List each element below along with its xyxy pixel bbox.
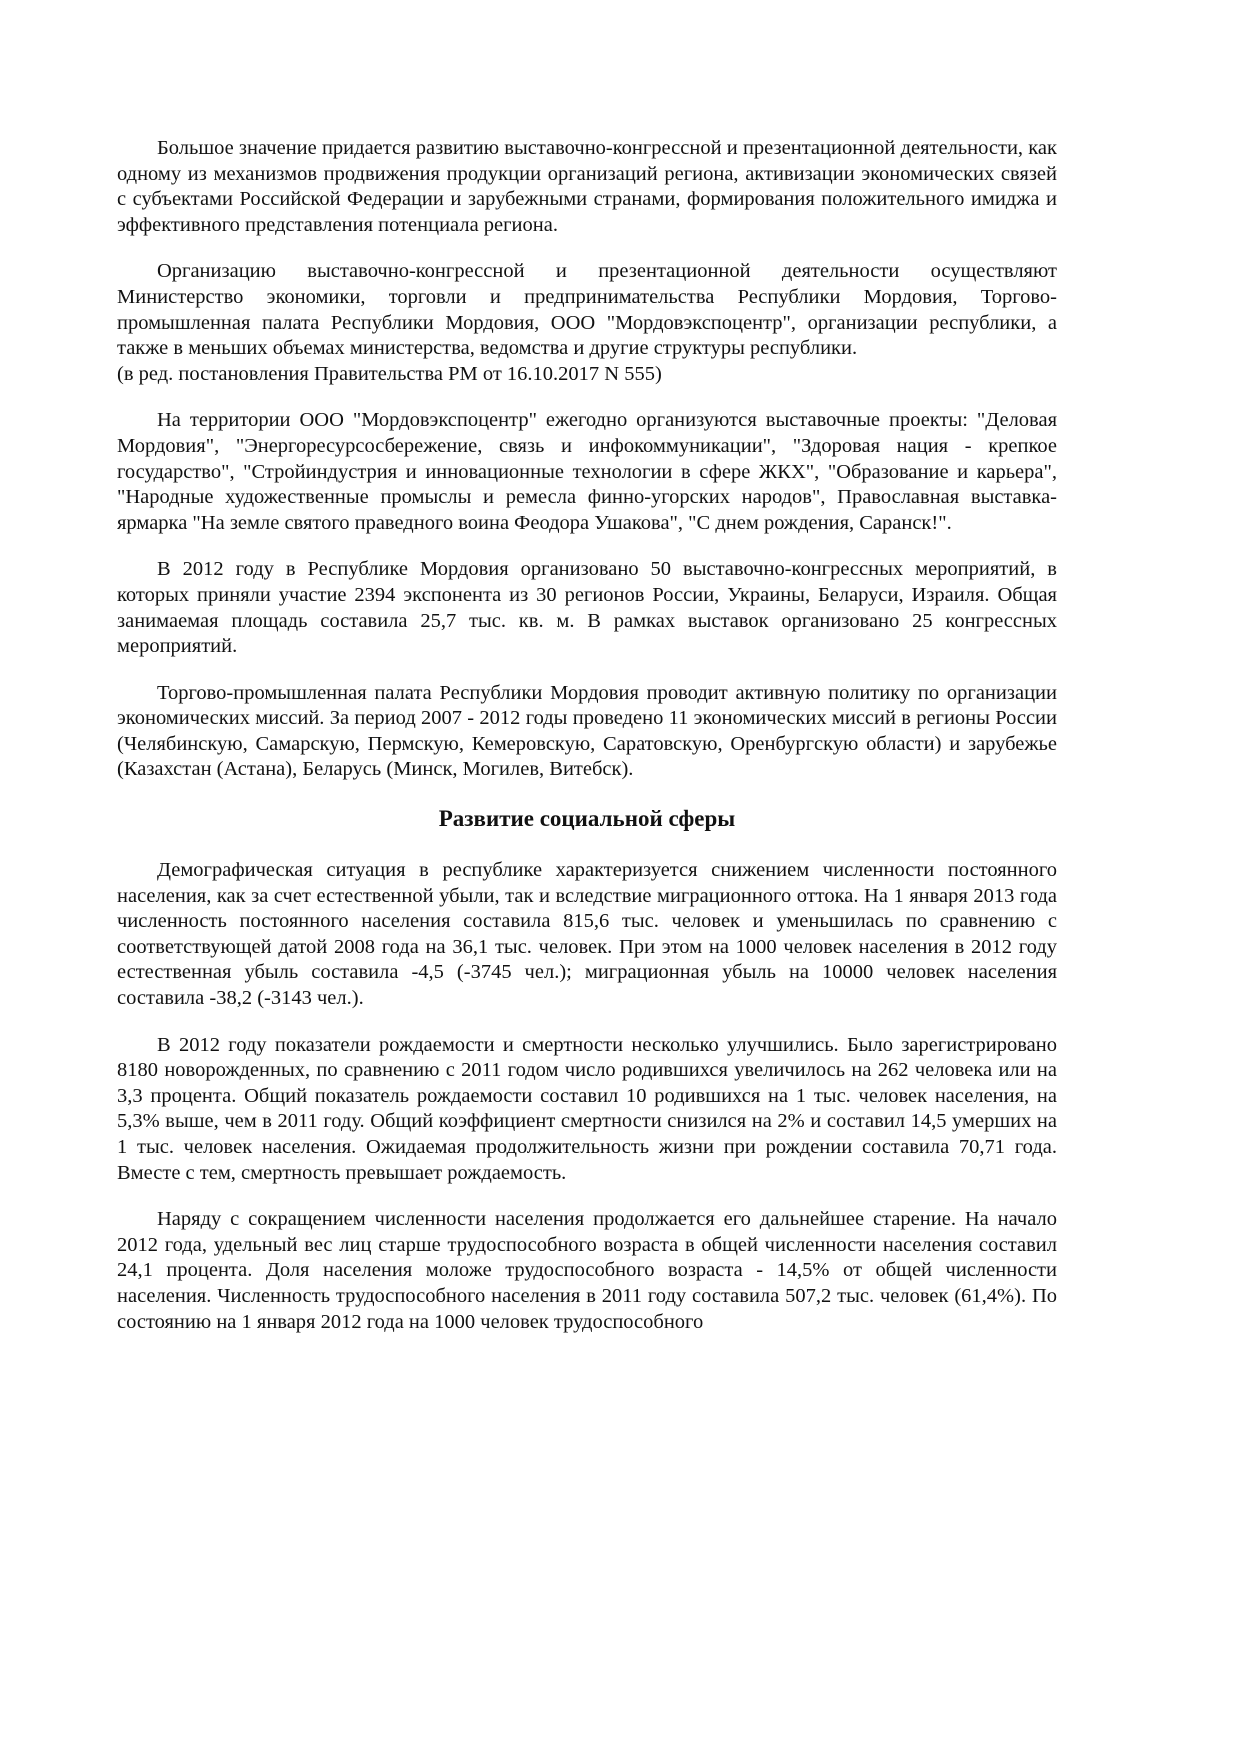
paragraph-exhibition-projects: На территории ООО "Мордовэкспоцентр" ежегодно организуются выставочные проекты: "Деловая Мордовия", "Энергоресурсосбережение, связь и инфокоммуникации", "Здоровая нация - крепкое государство", "Стройиндустрия и инновационные технологии в сфере ЖКХ", "Образование и карьера", "Народные художественные промыслы и ремесла финно-угорских народов", Православная выставка-ярмарка "На земле святого праведного воина Феодора Ушакова", "С днем рождения, Саранск!". xyxy=(117,409,1057,534)
paragraph-exhibition-importance: Большое значение придается развитию выставочно-конгрессной и презентационной деятельности, как одному из механизмов продвижения продукции организаций региона, активизации экономических связей с субъектами Российской Федерации и зарубежными странами, формирования положительного имиджа и эффективного представления потенциала региона. xyxy=(117,137,1057,236)
section-heading: Развитие социальной сферы xyxy=(438,806,736,832)
paragraph-aging: Наряду с сокращением численности населения продолжается его дальнейшее старение. На начало 2012 года, удельный вес лиц старше трудоспособного возраста в общей численности населения составил 24,1 процента. Доля населения моложе трудоспособного возраста - 14,5% от общей численности населения. Численность трудоспособного населения в 2011 году составила 507,2 тыс. человек (61,4%). По состоянию на 1 января 2012 года на 1000 человек трудоспособного xyxy=(117,1208,1057,1333)
document-page xyxy=(117,136,1057,1356)
paragraph-economic-missions: Торгово-промышленная палата Республики Мордовия проводит активную политику по организации экономических миссий. За период 2007 - 2012 годы проведено 11 экономических миссий в регионы России (Челябинскую, Самарскую, Пермскую, Кемеровскую, Саратовскую, Оренбургскую области) и зарубежье (Казахстан (Астана), Беларусь (Минск, Могилев, Витебск). xyxy=(117,681,1057,781)
paragraph-organizers xyxy=(117,259,1057,387)
paragraph-birth-death-rates: В 2012 году показатели рождаемости и смертности несколько улучшились. Было зарегистрировано 8180 новорожденных, по сравнению с 2011 годом число родившихся увеличилось на 262 человека или на 3,3 процента. Общий показатель рождаемости составил 10 родившихся на 1 тыс. человек населения, на 5,3% выше, чем в 2011 году. Общий коэффициент смертности снизился на 2% и составил 14,5 умерших на 1 тыс. человек населения. Ожидаемая продолжительность жизни при рождении составила 70,71 года. Вместе с тем, смертность превышает рождаемость. xyxy=(117,1033,1057,1184)
paragraph-demographics: Демографическая ситуация в республике характеризуется снижением численности постоянного населения, как за счет естественной убыли, так и вследствие миграционного оттока. На 1 января 2013 года численность постоянного населения составила 815,6 тыс. человек и уменьшилась по сравнению с соответствующей датой 2008 года на 36,1 тыс. человек. При этом на 1000 человек населения в 2012 году естественная убыль составила -4,5 (-3745 чел.); миграционная убыль на 10000 человек населения составила -38,2 (-3143 чел.). xyxy=(117,859,1057,1010)
amendment-note: (в ред. постановления Правительства РМ от 16.10.2017 N 555) xyxy=(117,362,662,385)
paragraph-organizers-text: Организацию выставочно-конгрессной и презентационной деятельности осуществляют Министерство экономики, торговли и предпринимательства Республики Мордовия, Торгово-промышленная палата Республики Мордовия, ООО "Мордовэкспоцентр", организации республики, а также в меньших объемах министерства, ведомства и другие структуры республики. xyxy=(117,260,1057,360)
paragraph-events-2012: В 2012 году в Республике Мордовия организовано 50 выставочно-конгрессных мероприятий, в которых приняли участие 2394 экспонента из 30 регионов России, Украины, Беларуси, Израиля. Общая занимаемая площадь составила 25,7 тыс. кв. м. В рамках выставок организовано 25 конгрессных мероприятий. xyxy=(117,558,1057,658)
